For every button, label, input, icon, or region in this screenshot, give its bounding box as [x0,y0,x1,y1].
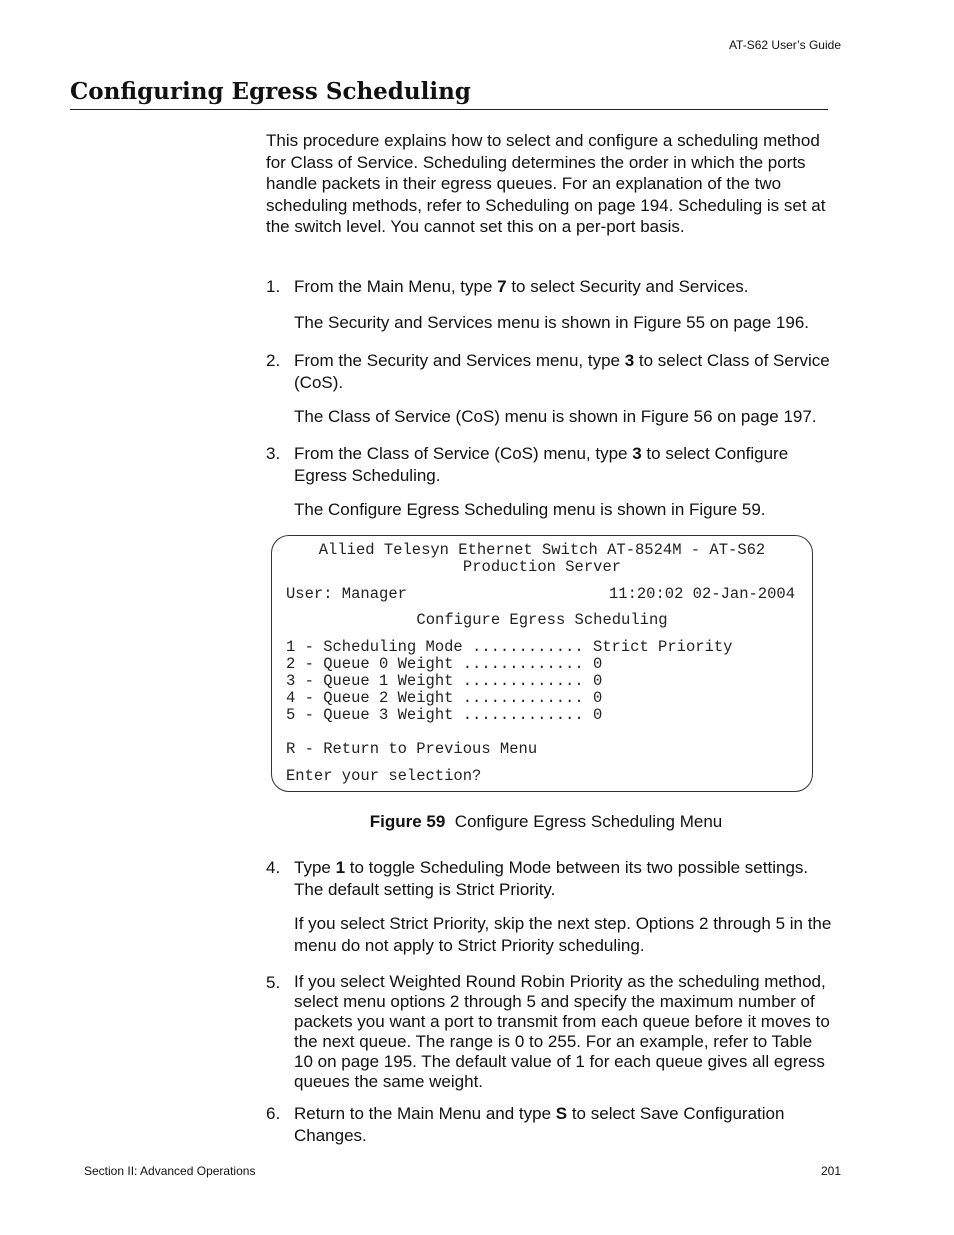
step-text: If you select Weighted Round Robin Priority as the scheduling method, select menu options 2 through 5 and specify the maximum number of packets you want a port to transmit from each queue before it moves to the next queue. The range is 0 to 255. For an example, refer to Table 10 on page 195. The default value of 1 for each queue gives all egress queues the same weight. [294,972,830,1091]
terminal-menu-option: 3 - Queue 1 Weight ............. 0 [286,672,603,690]
terminal-datetime: 11:20:02 02-Jan-2004 [608,585,795,603]
step-text: Type 1 to toggle Scheduling Mode between its two possible settings. The default setting is Strict Priority. [294,858,809,899]
step-number: 3. [266,444,281,463]
figure-label: Figure 59 [369,812,446,831]
step-text: From the Security and Services menu, type 3 to select Class of Service (CoS). [294,351,830,392]
step-note: The Security and Services menu is shown in Figure 55 on page 196. [294,313,810,332]
step-note: If you select Strict Priority, skip the next step. Options 2 through 5 in the menu do not apply to Strict Priority scheduling. [294,914,832,955]
step-key: S [555,1104,568,1123]
running-header: AT-S62 User’s Guide [728,38,841,52]
step-text: From the Main Menu, type 7 to select Security and Services. [294,277,749,296]
terminal-menu-option: 2 - Queue 0 Weight ............. 0 [286,655,603,673]
step-text: Return to the Main Menu and type S to select Save Configuration Changes. [294,1104,785,1145]
terminal-return-option: R - Return to Previous Menu [286,740,538,758]
step-note: The Class of Service (CoS) menu is shown in Figure 56 on page 197. [294,407,817,426]
terminal-menu-option: 4 - Queue 2 Weight ............. 0 [286,689,603,707]
intro-paragraph: This procedure explains how to select and configure a scheduling method for Class of Service. Scheduling determines the order in which the ports handle packets in their egress queues. For an explanation of the two scheduling methods, refer to Scheduling on page 194. Scheduling is set at the switch level. You cannot set this on a per-port basis. [266,131,826,236]
terminal-user: User: Manager [286,585,407,603]
terminal-menu-option: 1 - Scheduling Mode ............ Strict Priority [286,638,733,656]
step-number: 2. [266,351,281,370]
terminal-menu-option: 5 - Queue 3 Weight ............. 0 [286,706,603,724]
page-title: Configuring Egress Scheduling [70,78,471,105]
figure-caption: Figure 59 Configure Egress Scheduling Menu [369,812,723,831]
step-key: 3 [624,351,635,370]
step-number: 4. [266,858,281,877]
step-note: The Configure Egress Scheduling menu is shown in Figure 59. [294,500,766,519]
step-number: 6. [266,1104,281,1123]
step-key: 1 [335,858,346,877]
step-text: From the Class of Service (CoS) menu, type 3 to select Configure Egress Scheduling. [294,444,789,485]
terminal-banner-line2: Production Server [462,558,622,576]
page-number: 201 [820,1164,841,1178]
title-divider [70,109,828,110]
step-number: 5. [266,973,281,992]
step-number: 1. [266,277,281,296]
terminal-prompt: Enter your selection? [286,767,482,785]
step-key: 3 [632,444,642,463]
footer-section: Section II: Advanced Operations [84,1164,256,1178]
terminal-banner-line1: Allied Telesyn Ethernet Switch AT-8524M - AT-S62 [318,541,766,559]
terminal-menu-title: Configure Egress Scheduling [416,611,668,629]
step-key: 7 [497,277,507,296]
